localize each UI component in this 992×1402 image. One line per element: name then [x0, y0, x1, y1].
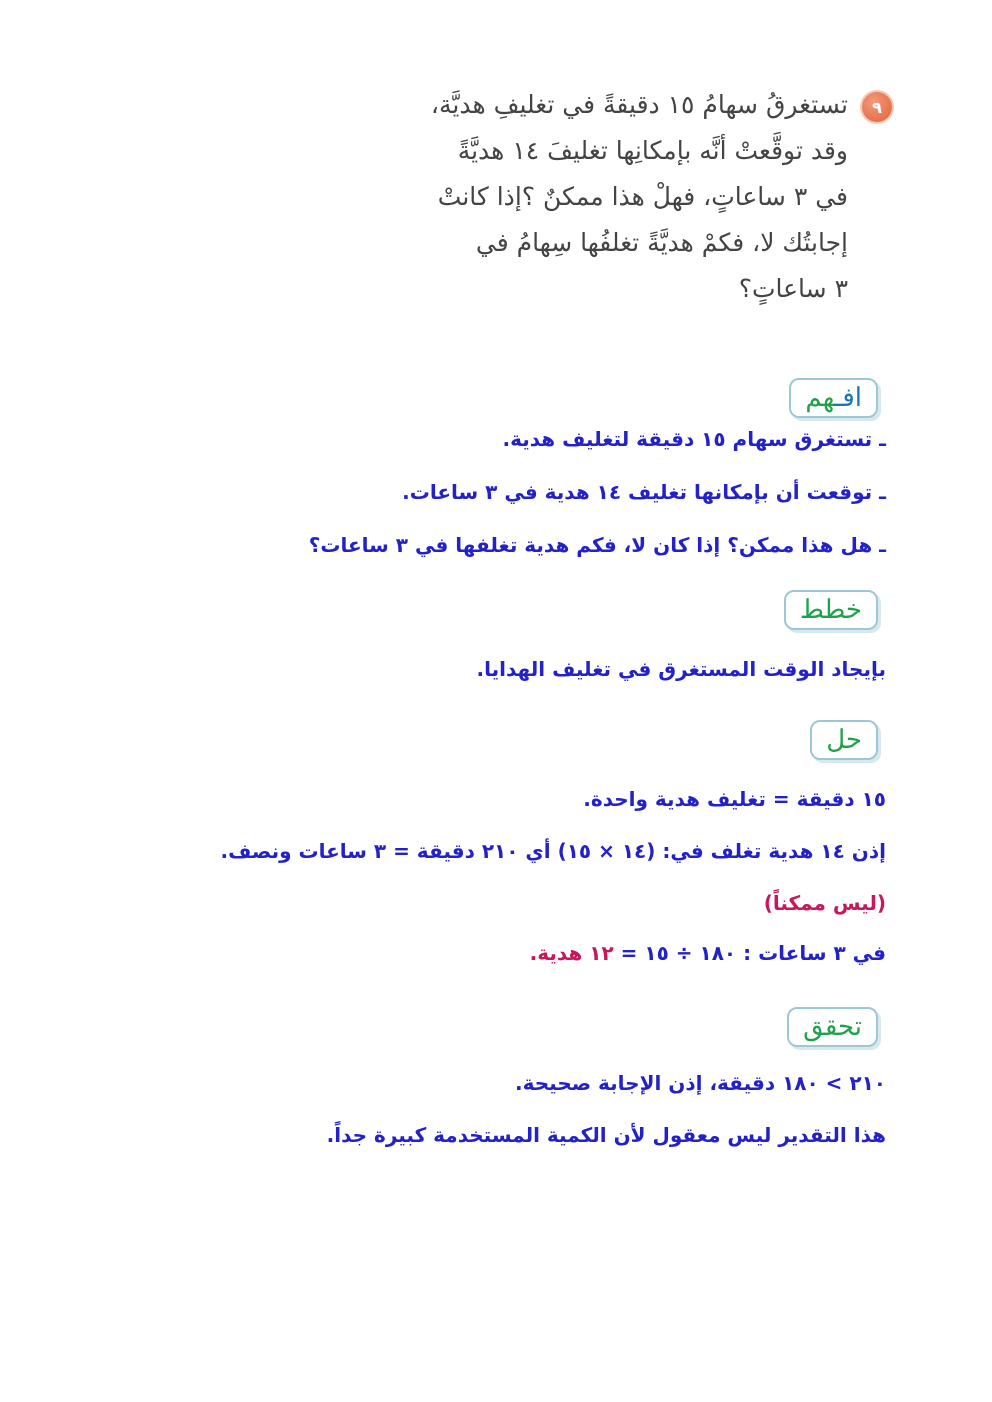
understand-tag-part: افـ [834, 383, 862, 413]
solve-line: ١٥ دقيقة = تغليف هدية واحدة. [583, 787, 886, 811]
check-line: هذا التقدير ليس معقول لأن الكمية المستخدمة كبيرة جداً. [326, 1123, 886, 1147]
check-line: ٢١٠ > ١٨٠ دقيقة، إذن الإجابة صحيحة. [515, 1071, 886, 1095]
plan-tag: خطط [784, 590, 878, 630]
problem-number-badge: ٩ [862, 92, 892, 122]
problem-text [431, 82, 848, 312]
solve-line [530, 938, 886, 968]
problem-block [422, 82, 892, 312]
solve-line: إذن ١٤ هدية تغلف في: (١٤ × ١٥) أي ٢١٠ دقيقة = ٣ ساعات ونصف. [220, 839, 886, 863]
solve-tag: حل [810, 720, 878, 760]
problem-line: في ٣ ساعاتٍ، فهلْ هذا ممكنٌ ؟إذا كانتْ [437, 182, 848, 211]
solve-answer: ١٢ هدية. [529, 941, 614, 965]
understand-tag-part: هم [805, 383, 835, 413]
understand-line: ـ توقعت أن بإمكانها تغليف ١٤ هدية في ٣ ساعات. [402, 480, 886, 504]
solve-equation: في ٣ ساعات : ١٨٠ ÷ ١٥ = [613, 941, 886, 965]
solve-not-possible: (ليس ممكناً) [763, 891, 886, 915]
plan-line: بإيجاد الوقت المستغرق في تغليف الهدايا. [476, 657, 886, 681]
check-tag: تحقق [787, 1007, 878, 1047]
problem-line: وقد توقَّعتْ أنَّه بإمكانِها تغليفَ ١٤ هديَّةً [457, 136, 848, 165]
problem-line: ٣ ساعاتٍ؟ [738, 274, 848, 303]
problem-line: تستغرقُ سهامُ ١٥ دقيقةً في تغليفِ هديَّة، [430, 90, 848, 119]
problem-line: إجابتُك لا، فكمْ هديَّةً تغلفُها سِهامُ في [475, 228, 848, 257]
understand-tag [789, 378, 878, 418]
understand-line: ـ تستغرق سهام ١٥ دقيقة لتغليف هدية. [502, 427, 886, 451]
understand-line: ـ هل هذا ممكن؟ إذا كان لا، فكم هدية تغلفها في ٣ ساعات؟ [308, 533, 886, 557]
